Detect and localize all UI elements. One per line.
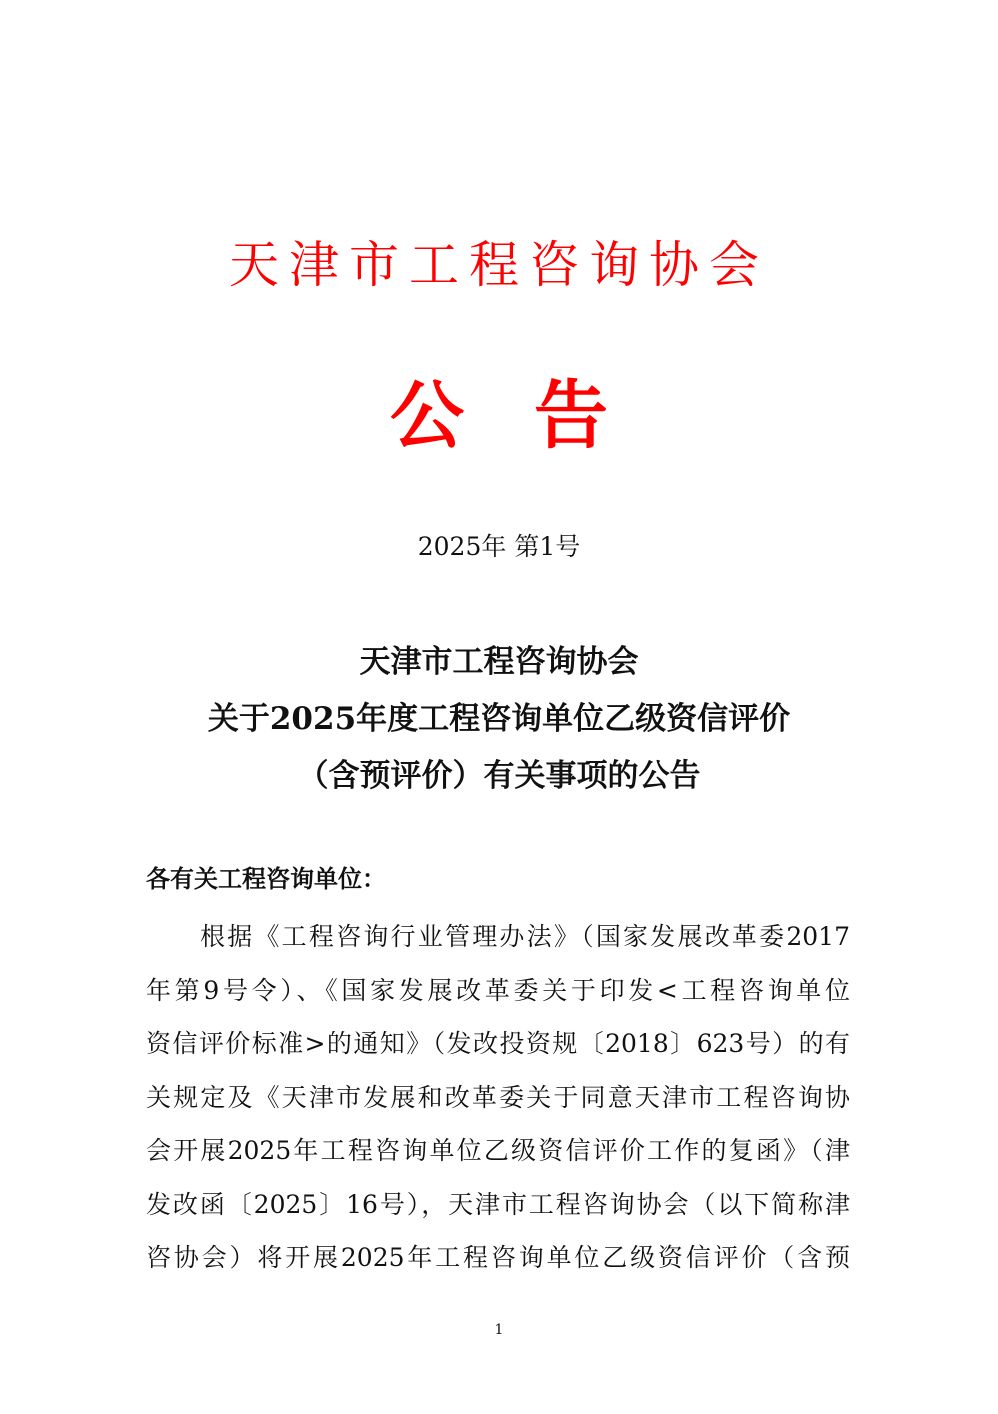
body-line-5: 会开展2025年工程咨询单位乙级资信评价工作的复函》（津 (146, 1136, 850, 1165)
body-line-6: 发改函〔2025〕16号），天津市工程咨询协会（以下简称津 (146, 1189, 850, 1219)
body-line-4: 关规定及《天津市发展和改革委关于同意天津市工程咨询协 (146, 1082, 850, 1112)
document-title (0, 634, 998, 805)
issue-number: 2025年 第1号 (417, 532, 581, 561)
body-line-3: 资信评价标准>的通知》（发改投资规〔2018〕623号）的有 (146, 1029, 850, 1058)
body-paragraph (146, 910, 850, 1285)
document-title-line-2: 关于2025年度工程咨询单位乙级资信评价 (207, 701, 791, 737)
body-line-1: 根据《工程咨询行业管理办法》（国家发展改革委2017 (200, 922, 850, 951)
notice-heading: 公告 (390, 373, 678, 459)
body-line-7: 咨协会）将开展2025年工程咨询单位乙级资信评价（含预 (146, 1243, 850, 1272)
issuing-organization-header: 天津市工程咨询协会 (229, 236, 769, 294)
salutation: 各有关工程咨询单位： (146, 865, 386, 893)
page-number: 1 (494, 1322, 504, 1338)
body-line-2: 年第9号令）、《国家发展改革委关于印发<工程咨询单位 (146, 975, 850, 1005)
document-title-line-3: （含预评价）有关事项的公告 (297, 758, 701, 794)
document-title-line-1: 天津市工程咨询协会 (359, 644, 639, 680)
